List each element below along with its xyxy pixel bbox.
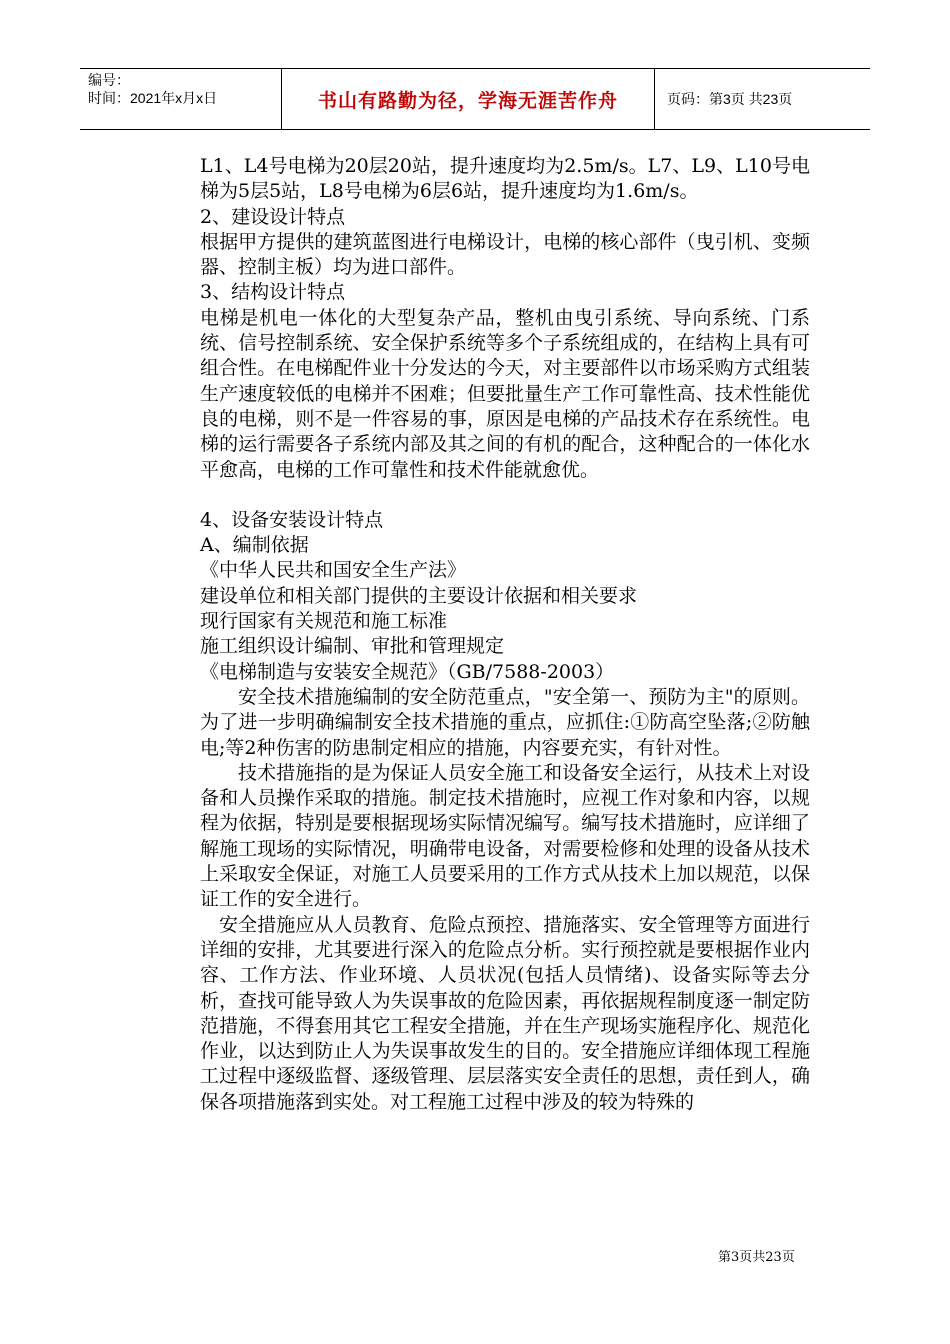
subsection-heading-a: A、编制依据 <box>200 534 309 557</box>
paragraph-safety-focus: 安全技术措施编制的安全防范重点，"安全第一、预防为主"的原则。为了进一步明确编制安全技术措施的重点，应抓住:①防高空坠落;②防触电;等2种伤害的防患制定相应的措施，内容要充实，有针对性。 <box>200 685 810 759</box>
page-footer-number: 第3页共23页 <box>718 1250 795 1265</box>
reference-item: 现行国家有关规范和施工标准 <box>200 610 448 633</box>
paragraph-elevator-specs: L1、L4号电梯为20层20站，提升速度均为2.5m/s。L7、L9、L10号电梯为5层5站，L8号电梯为6层6站，提升速度均为1.6m/s。 <box>200 155 810 203</box>
paragraph-structure-design: 电梯是机电一体化的大型复杂产品，整机由曳引系统、导向系统、门系统、信号控制系统、安全保护系统等多个子系统组成的，在结构上具有可组合性。在电梯配件业十分发达的今天，对主要部件以市场采购方式组装生产速度较低的电梯并不困难；但要批量生产工作可靠性高、技术性能优良的电梯，则不是一件容易的事，原因是电梯的产品技术存在系统性。电梯的运行需要各子系统内部及其之间的有机的配合，这种配合的一体化水平愈高，电梯的工作可靠性和技术件能就愈优。 <box>200 306 810 481</box>
paragraph-construction-design: 根据甲方提供的建筑蓝图进行电梯设计，电梯的核心部件（曳引机、变频器、控制主板）均为进口部件。 <box>200 230 810 279</box>
reference-item: 施工组织设计编制、审批和管理规定 <box>200 635 505 658</box>
section-heading-4: 4、设备安装设计特点 <box>200 508 384 531</box>
header-meta-cell <box>80 69 282 129</box>
section-heading-2: 2、建设设计特点 <box>200 205 346 228</box>
header-motto: 书山有路勤为径，学海无涯苦作舟 <box>282 69 655 129</box>
reference-item: 《电梯制造与安装安全规范》（GB/7588-2003） <box>200 660 615 683</box>
document-time-label: 时间：2021年x月x日 <box>88 90 218 106</box>
paragraph-technical-measures: 技术措施指的是为保证人员安全施工和设备安全运行，从技术上对设备和人员操作采取的措施。制定技术措施时，应视工作对象和内容，以规程为依据，特别是要根据现场实际情况编写。编写技术措施时，应详细了解施工现场的实际情况，明确带电设备，对需要检修和处理的设备从技术上采取安全保证，对施工人员要采用的工作方式从技术上加以规范，以保证工作的安全进行。 <box>200 761 810 911</box>
page-header <box>80 68 870 130</box>
section-heading-3: 3、结构设计特点 <box>200 281 346 304</box>
paragraph-safety-measures: 安全措施应从人员教育、危险点预控、措施落实、安全管理等方面进行详细的安排，尤其要进行深入的危险点分析。实行预控就是要根据作业内容、工作方法、作业环境、人员状况(包括人员情绪)、设备实际等去分析，查找可能导致人为失误事故的危险因素，再依据规程制度逐一制定防范措施，不得套用其它工程安全措施，并在生产现场实施程序化、规范化作业，以达到防止人为失误事故发生的目的。安全措施应详细体现工程施工过程中逐级监督、逐级管理、层层落实安全责任的思想，责任到人，确保各项措施落到实处。对工程施工过程中涉及的较为特殊的 <box>200 913 810 1113</box>
document-number-label: 编号： <box>88 72 130 88</box>
reference-item: 《中华人民共和国安全生产法》 <box>200 559 467 582</box>
reference-item: 建设单位和相关部门提供的主要设计依据和相关要求 <box>200 584 638 607</box>
document-body <box>200 154 810 1115</box>
header-page-number: 页码：第3页 共23页 <box>667 91 793 107</box>
